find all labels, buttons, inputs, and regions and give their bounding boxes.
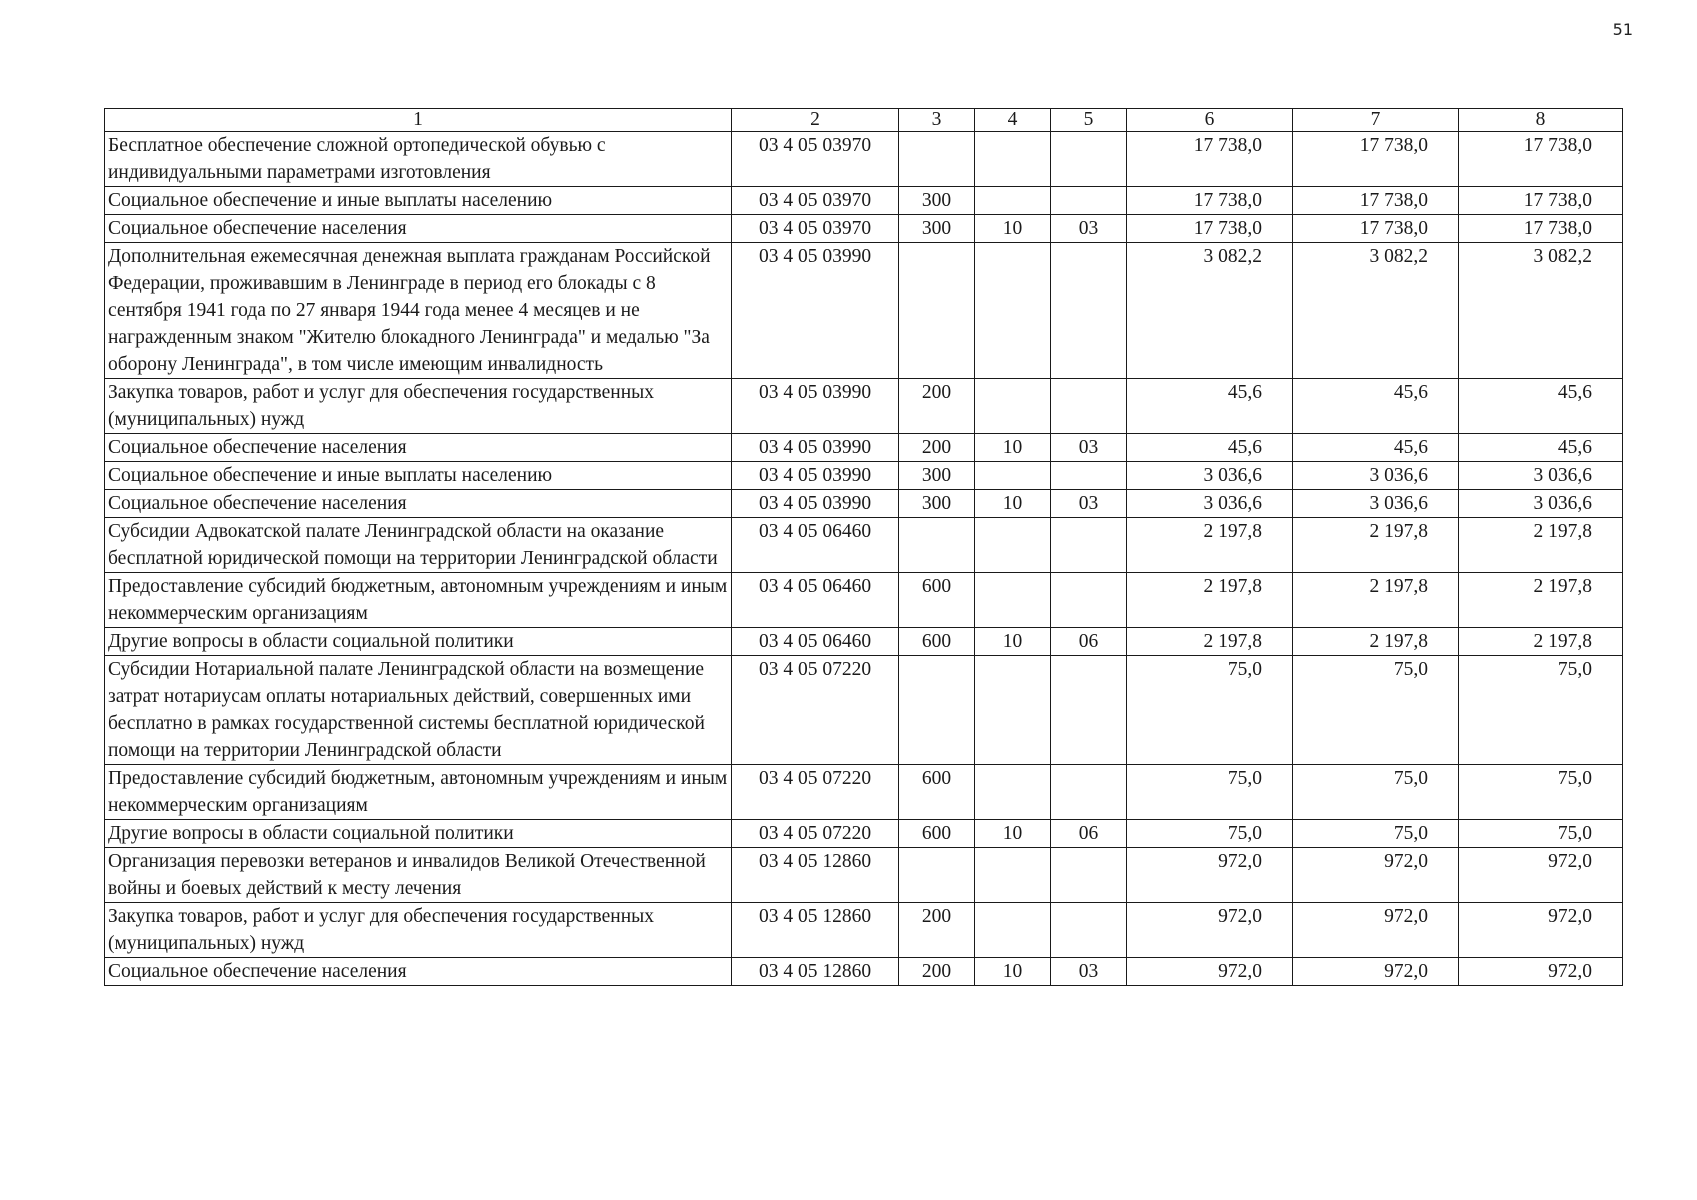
row-amount-col8-cell: 3 036,6 bbox=[1459, 490, 1623, 518]
row-code-cell: 03 4 05 03970 bbox=[732, 132, 899, 187]
row-amount-col6-cell: 17 738,0 bbox=[1127, 132, 1293, 187]
row-code-cell: 03 4 05 12860 bbox=[732, 903, 899, 958]
row-expense-type-cell: 200 bbox=[899, 379, 975, 434]
row-subsection-cell: 03 bbox=[1051, 215, 1127, 243]
row-subsection-cell bbox=[1051, 518, 1127, 573]
row-section-cell bbox=[975, 132, 1051, 187]
table-row bbox=[105, 848, 1623, 903]
row-amount-col6-cell: 2 197,8 bbox=[1127, 518, 1293, 573]
row-section-cell bbox=[975, 903, 1051, 958]
row-section-cell: 10 bbox=[975, 434, 1051, 462]
row-subsection-cell: 03 bbox=[1051, 490, 1127, 518]
row-amount-col7-cell: 3 036,6 bbox=[1293, 490, 1459, 518]
row-subsection-cell bbox=[1051, 656, 1127, 765]
row-code-cell: 03 4 05 03990 bbox=[732, 490, 899, 518]
row-subsection-cell bbox=[1051, 765, 1127, 820]
row-subsection-cell bbox=[1051, 243, 1127, 379]
row-code-cell: 03 4 05 07220 bbox=[732, 765, 899, 820]
budget-table bbox=[104, 108, 1623, 986]
table-row bbox=[105, 958, 1623, 986]
row-subsection-cell bbox=[1051, 903, 1127, 958]
row-amount-col6-cell: 2 197,8 bbox=[1127, 573, 1293, 628]
header-cell: 3 bbox=[899, 109, 975, 132]
row-expense-type-cell bbox=[899, 848, 975, 903]
row-section-cell bbox=[975, 656, 1051, 765]
row-name-cell: Бесплатное обеспечение сложной ортопедической обувью с индивидуальными параметрами изготовления bbox=[105, 132, 732, 187]
header-cell: 7 bbox=[1293, 109, 1459, 132]
row-section-cell bbox=[975, 518, 1051, 573]
row-code-cell: 03 4 05 12860 bbox=[732, 848, 899, 903]
row-code-cell: 03 4 05 03990 bbox=[732, 379, 899, 434]
row-amount-col8-cell: 45,6 bbox=[1459, 379, 1623, 434]
row-name-cell: Другие вопросы в области социальной политики bbox=[105, 820, 732, 848]
row-name-cell: Другие вопросы в области социальной политики bbox=[105, 628, 732, 656]
row-name-cell: Социальное обеспечение и иные выплаты населению bbox=[105, 187, 732, 215]
row-amount-col7-cell: 75,0 bbox=[1293, 765, 1459, 820]
row-subsection-cell: 03 bbox=[1051, 434, 1127, 462]
row-subsection-cell: 06 bbox=[1051, 820, 1127, 848]
row-subsection-cell bbox=[1051, 573, 1127, 628]
row-section-cell bbox=[975, 765, 1051, 820]
row-subsection-cell bbox=[1051, 848, 1127, 903]
row-amount-col7-cell: 17 738,0 bbox=[1293, 132, 1459, 187]
row-section-cell: 10 bbox=[975, 490, 1051, 518]
row-amount-col8-cell: 17 738,0 bbox=[1459, 132, 1623, 187]
row-code-cell: 03 4 05 06460 bbox=[732, 573, 899, 628]
row-expense-type-cell: 600 bbox=[899, 573, 975, 628]
header-cell: 4 bbox=[975, 109, 1051, 132]
row-section-cell bbox=[975, 243, 1051, 379]
row-amount-col8-cell: 17 738,0 bbox=[1459, 187, 1623, 215]
row-amount-col6-cell: 3 036,6 bbox=[1127, 462, 1293, 490]
row-amount-col8-cell: 17 738,0 bbox=[1459, 215, 1623, 243]
row-section-cell bbox=[975, 379, 1051, 434]
row-name-cell: Организация перевозки ветеранов и инвалидов Великой Отечественной войны и боевых действий к месту лечения bbox=[105, 848, 732, 903]
row-expense-type-cell: 300 bbox=[899, 187, 975, 215]
row-amount-col6-cell: 2 197,8 bbox=[1127, 628, 1293, 656]
row-expense-type-cell bbox=[899, 518, 975, 573]
row-amount-col6-cell: 3 036,6 bbox=[1127, 490, 1293, 518]
row-code-cell: 03 4 05 03990 bbox=[732, 243, 899, 379]
row-amount-col6-cell: 75,0 bbox=[1127, 820, 1293, 848]
row-amount-col8-cell: 3 036,6 bbox=[1459, 462, 1623, 490]
row-subsection-cell: 03 bbox=[1051, 958, 1127, 986]
row-code-cell: 03 4 05 03990 bbox=[732, 434, 899, 462]
row-amount-col8-cell: 45,6 bbox=[1459, 434, 1623, 462]
row-section-cell: 10 bbox=[975, 215, 1051, 243]
row-expense-type-cell: 300 bbox=[899, 215, 975, 243]
row-amount-col7-cell: 972,0 bbox=[1293, 848, 1459, 903]
row-code-cell: 03 4 05 07220 bbox=[732, 656, 899, 765]
row-amount-col8-cell: 2 197,8 bbox=[1459, 628, 1623, 656]
row-name-cell: Социальное обеспечение населения bbox=[105, 958, 732, 986]
row-amount-col6-cell: 3 082,2 bbox=[1127, 243, 1293, 379]
row-amount-col7-cell: 17 738,0 bbox=[1293, 187, 1459, 215]
row-amount-col8-cell: 2 197,8 bbox=[1459, 573, 1623, 628]
table-row bbox=[105, 462, 1623, 490]
table-row bbox=[105, 656, 1623, 765]
row-amount-col8-cell: 972,0 bbox=[1459, 958, 1623, 986]
page-number: 51 bbox=[1612, 20, 1633, 39]
row-name-cell: Социальное обеспечение населения bbox=[105, 215, 732, 243]
row-amount-col6-cell: 972,0 bbox=[1127, 848, 1293, 903]
header-cell: 8 bbox=[1459, 109, 1623, 132]
header-cell: 6 bbox=[1127, 109, 1293, 132]
row-expense-type-cell: 300 bbox=[899, 462, 975, 490]
table-row bbox=[105, 379, 1623, 434]
row-amount-col6-cell: 17 738,0 bbox=[1127, 187, 1293, 215]
row-subsection-cell bbox=[1051, 379, 1127, 434]
header-cell: 1 bbox=[105, 109, 732, 132]
row-amount-col6-cell: 972,0 bbox=[1127, 903, 1293, 958]
table-row bbox=[105, 820, 1623, 848]
row-expense-type-cell: 600 bbox=[899, 820, 975, 848]
row-name-cell: Социальное обеспечение населения bbox=[105, 490, 732, 518]
table-header-row bbox=[105, 109, 1623, 132]
row-name-cell: Предоставление субсидий бюджетным, автономным учреждениям и иным некоммерческим организациям bbox=[105, 573, 732, 628]
row-amount-col7-cell: 2 197,8 bbox=[1293, 628, 1459, 656]
row-amount-col7-cell: 75,0 bbox=[1293, 656, 1459, 765]
row-amount-col8-cell: 2 197,8 bbox=[1459, 518, 1623, 573]
row-amount-col6-cell: 972,0 bbox=[1127, 958, 1293, 986]
table-row bbox=[105, 187, 1623, 215]
row-amount-col8-cell: 75,0 bbox=[1459, 765, 1623, 820]
row-section-cell bbox=[975, 573, 1051, 628]
table-row bbox=[105, 490, 1623, 518]
header-cell: 5 bbox=[1051, 109, 1127, 132]
table-row bbox=[105, 518, 1623, 573]
row-amount-col6-cell: 75,0 bbox=[1127, 656, 1293, 765]
row-expense-type-cell: 200 bbox=[899, 958, 975, 986]
row-amount-col6-cell: 75,0 bbox=[1127, 765, 1293, 820]
row-name-cell: Социальное обеспечение и иные выплаты населению bbox=[105, 462, 732, 490]
row-name-cell: Предоставление субсидий бюджетным, автономным учреждениям и иным некоммерческим организациям bbox=[105, 765, 732, 820]
row-expense-type-cell: 300 bbox=[899, 490, 975, 518]
header-cell: 2 bbox=[732, 109, 899, 132]
row-expense-type-cell bbox=[899, 243, 975, 379]
row-code-cell: 03 4 05 03970 bbox=[732, 187, 899, 215]
row-amount-col7-cell: 3 036,6 bbox=[1293, 462, 1459, 490]
row-expense-type-cell: 200 bbox=[899, 903, 975, 958]
row-name-cell: Субсидии Нотариальной палате Ленинградской области на возмещение затрат нотариусам оплаты нотариальных действий, совершенных ими бесплатно в рамках государственной системы бесплатной юридической помощи на территории Ленинградской области bbox=[105, 656, 732, 765]
row-expense-type-cell: 200 bbox=[899, 434, 975, 462]
row-amount-col7-cell: 3 082,2 bbox=[1293, 243, 1459, 379]
row-code-cell: 03 4 05 03970 bbox=[732, 215, 899, 243]
table-row bbox=[105, 434, 1623, 462]
row-amount-col6-cell: 45,6 bbox=[1127, 379, 1293, 434]
row-amount-col6-cell: 17 738,0 bbox=[1127, 215, 1293, 243]
row-amount-col8-cell: 972,0 bbox=[1459, 848, 1623, 903]
table-row bbox=[105, 765, 1623, 820]
row-expense-type-cell bbox=[899, 656, 975, 765]
row-amount-col7-cell: 17 738,0 bbox=[1293, 215, 1459, 243]
row-section-cell: 10 bbox=[975, 628, 1051, 656]
table-row bbox=[105, 903, 1623, 958]
row-code-cell: 03 4 05 06460 bbox=[732, 628, 899, 656]
row-amount-col7-cell: 972,0 bbox=[1293, 958, 1459, 986]
row-amount-col7-cell: 972,0 bbox=[1293, 903, 1459, 958]
row-amount-col7-cell: 45,6 bbox=[1293, 434, 1459, 462]
row-code-cell: 03 4 05 03990 bbox=[732, 462, 899, 490]
row-amount-col7-cell: 45,6 bbox=[1293, 379, 1459, 434]
row-amount-col8-cell: 75,0 bbox=[1459, 656, 1623, 765]
row-amount-col7-cell: 2 197,8 bbox=[1293, 518, 1459, 573]
row-name-cell: Закупка товаров, работ и услуг для обеспечения государственных (муниципальных) нужд bbox=[105, 379, 732, 434]
row-amount-col7-cell: 2 197,8 bbox=[1293, 573, 1459, 628]
row-expense-type-cell bbox=[899, 132, 975, 187]
row-amount-col7-cell: 75,0 bbox=[1293, 820, 1459, 848]
row-subsection-cell bbox=[1051, 462, 1127, 490]
row-section-cell bbox=[975, 462, 1051, 490]
row-code-cell: 03 4 05 07220 bbox=[732, 820, 899, 848]
table-row bbox=[105, 132, 1623, 187]
table-row bbox=[105, 215, 1623, 243]
row-amount-col6-cell: 45,6 bbox=[1127, 434, 1293, 462]
row-section-cell bbox=[975, 187, 1051, 215]
row-subsection-cell bbox=[1051, 132, 1127, 187]
table-row bbox=[105, 243, 1623, 379]
row-name-cell: Социальное обеспечение населения bbox=[105, 434, 732, 462]
row-section-cell: 10 bbox=[975, 820, 1051, 848]
row-name-cell: Закупка товаров, работ и услуг для обеспечения государственных (муниципальных) нужд bbox=[105, 903, 732, 958]
row-section-cell: 10 bbox=[975, 958, 1051, 986]
row-amount-col8-cell: 3 082,2 bbox=[1459, 243, 1623, 379]
row-expense-type-cell: 600 bbox=[899, 628, 975, 656]
table-row bbox=[105, 628, 1623, 656]
row-subsection-cell bbox=[1051, 187, 1127, 215]
row-name-cell: Субсидии Адвокатской палате Ленинградской области на оказание бесплатной юридической помощи на территории Ленинградской области bbox=[105, 518, 732, 573]
row-code-cell: 03 4 05 06460 bbox=[732, 518, 899, 573]
table-row bbox=[105, 573, 1623, 628]
row-expense-type-cell: 600 bbox=[899, 765, 975, 820]
row-amount-col8-cell: 972,0 bbox=[1459, 903, 1623, 958]
row-name-cell: Дополнительная ежемесячная денежная выплата гражданам Российской Федерации, проживавшим в Ленинграде в период его блокады с 8 сентября 1941 года по 27 января 1944 года менее 4 месяцев и не награжденным знаком "Жителю блокадного Ленинграда" и медалью "За оборону Ленинграда", в том числе имеющим инвалидность bbox=[105, 243, 732, 379]
row-code-cell: 03 4 05 12860 bbox=[732, 958, 899, 986]
row-subsection-cell: 06 bbox=[1051, 628, 1127, 656]
row-amount-col8-cell: 75,0 bbox=[1459, 820, 1623, 848]
row-section-cell bbox=[975, 848, 1051, 903]
